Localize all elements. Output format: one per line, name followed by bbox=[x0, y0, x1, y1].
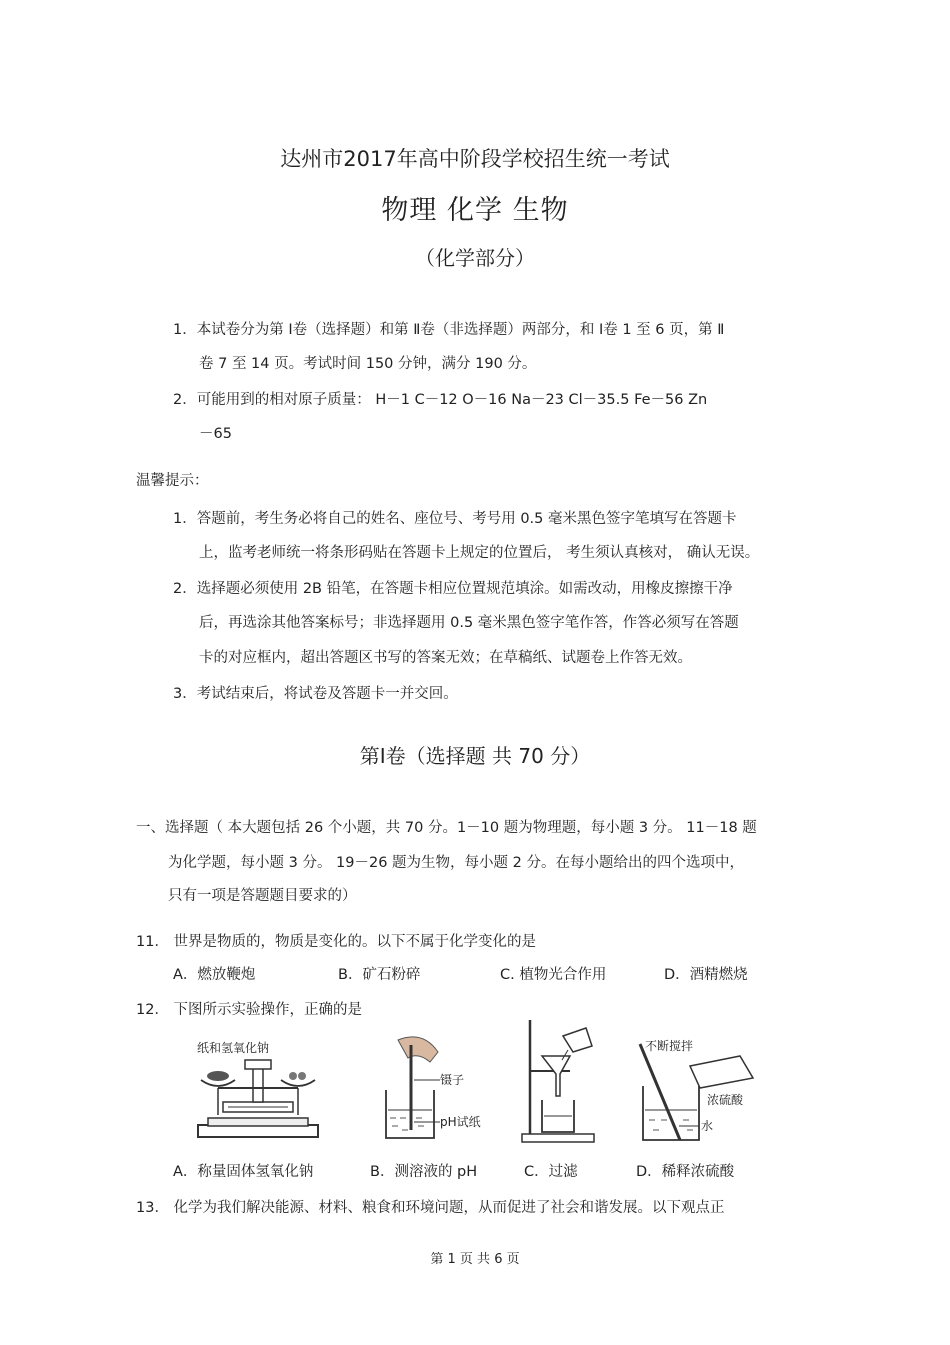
q11-option-c: C. 植物光合作用 bbox=[500, 967, 607, 983]
figure-acid-label: 浓硫酸 bbox=[707, 1093, 744, 1107]
instruction-1-line1: 1．本试卷分为第 Ⅰ卷（选择题）和第 Ⅱ卷（非选择题）两部分，和 Ⅰ卷 1 至 6 页，第 Ⅱ bbox=[173, 322, 725, 338]
figure-balance bbox=[193, 1030, 323, 1145]
q11-option-a: A．燃放鞭炮 bbox=[173, 967, 256, 983]
tip-2-line2: 后，再选涂其他答案标号；非选择题用 0.5 毫米黑色签字笔作答，作答必须写在答题 bbox=[199, 615, 739, 631]
tip-3-line1: 3．考试结束后，将试卷及答题卡一并交回。 bbox=[173, 686, 458, 702]
q12-option-a: A．称量固体氢氧化钠 bbox=[173, 1164, 314, 1180]
section-title: 第Ⅰ卷（选择题 共 70 分） bbox=[359, 744, 591, 768]
figure-tweezers-label: 镊子 bbox=[440, 1073, 465, 1087]
exam-title: 达州市2017年高中阶段学校招生统一考试 bbox=[280, 147, 670, 171]
tips-heading: 温馨提示： bbox=[136, 473, 209, 489]
q13-stem: 13． 化学为我们解决能源、材料、粮食和环境问题，从而促进了社会和谐发展。以下观点正 bbox=[136, 1200, 725, 1216]
figure-ph-paper-label: pH试纸 bbox=[440, 1115, 481, 1129]
tip-2-line1: 2．选择题必须使用 2B 铅笔，在答题卡相应位置规范填涂。如需改动，用橡皮擦擦干净 bbox=[173, 581, 733, 597]
tip-1-line1: 1．答题前，考生务必将自己的姓名、座位号、考号用 0.5 毫米黑色签字笔填写在答题卡 bbox=[173, 511, 737, 527]
exam-part: （化学部分） bbox=[415, 246, 535, 270]
exam-subjects: 物理 化学 生物 bbox=[381, 195, 569, 226]
instruction-1-line2: 卷 7 至 14 页。考试时间 150 分钟，满分 190 分。 bbox=[199, 356, 537, 372]
page-footer: 第 1 页 共 6 页 bbox=[430, 1252, 520, 1267]
instruction-2-line2: －65 bbox=[199, 426, 232, 442]
figure-filtration bbox=[518, 1016, 608, 1144]
part-one-line1: 一、选择题（ 本大题包括 26 个小题，共 70 分。1－10 题为物理题，每小题 3 分。 11－18 题 bbox=[136, 820, 757, 836]
q11-option-d: D．酒精燃烧 bbox=[664, 967, 748, 983]
figure-dilution bbox=[635, 1036, 785, 1146]
q11-option-b: B．矿石粉碎 bbox=[338, 967, 421, 983]
q12-option-c: C．过滤 bbox=[524, 1164, 578, 1180]
part-one-line3: 只有一项是答题题目要求的） bbox=[168, 888, 357, 904]
tip-1-line2: 上，监考老师统一将条形码贴在答题卡上规定的位置后， 考生须认真核对， 确认无误。 bbox=[199, 545, 760, 561]
figure-water-label: 水 bbox=[701, 1119, 714, 1133]
instruction-2-line1: 2．可能用到的相对原子质量： H－1 C－12 O－16 Na－23 Cl－35.5 Fe－56 Zn bbox=[173, 392, 708, 408]
tip-2-line3: 卡的对应框内，超出答题区书写的答案无效；在草稿纸、试题卷上作答无效。 bbox=[199, 650, 692, 666]
q12-stem: 12． 下图所示实验操作，正确的是 bbox=[136, 1002, 363, 1018]
q12-option-d: D．稀释浓硫酸 bbox=[636, 1164, 735, 1180]
part-one-line2: 为化学题，每小题 3 分。 19－26 题为生物，每小题 2 分。在每小题给出的四个选项中， bbox=[168, 855, 745, 871]
figure-balance-label: 纸和氢氧化钠 bbox=[197, 1041, 270, 1055]
q11-stem: 11． 世界是物质的，物质是变化的。以下不属于化学变化的是 bbox=[136, 934, 537, 950]
figure-ph-test bbox=[378, 1030, 488, 1145]
figure-stir-label: 不断搅拌 bbox=[645, 1039, 694, 1053]
q12-option-b: B．测溶液的 pH bbox=[370, 1164, 478, 1180]
